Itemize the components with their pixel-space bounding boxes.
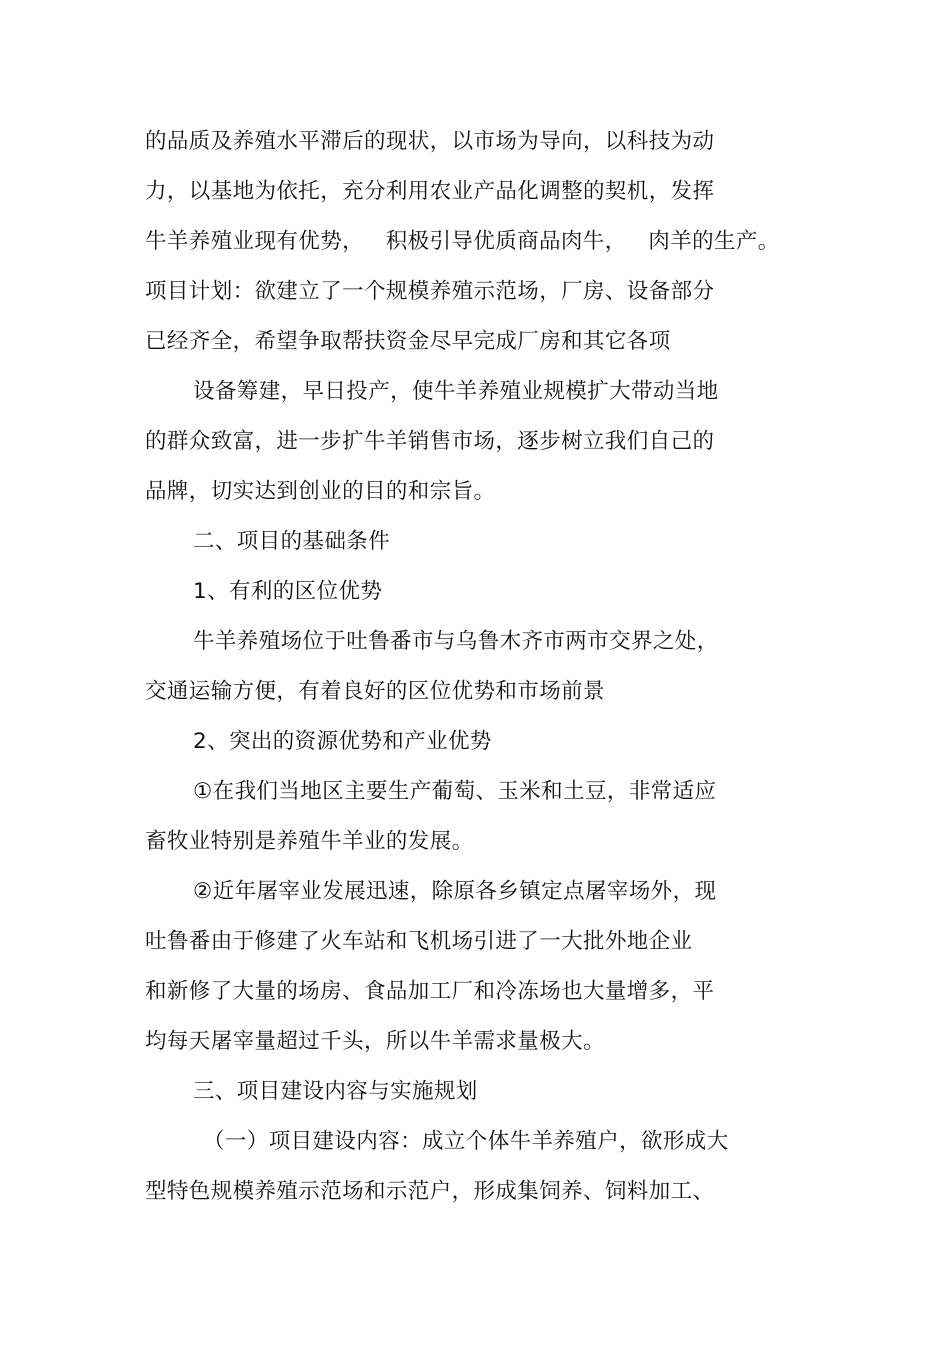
body-text-line: 项目计划：欲建立了一个规模养殖示范场，厂房、设备部分 [145, 279, 715, 304]
body-text-line: （一）项目建设内容：成立个体牛羊养殖户，欲形成大 [203, 1129, 729, 1154]
body-text-line: 已经齐全，希望争取帮扶资金尽早完成厂房和其它各项 [145, 329, 671, 354]
body-text-line: 力，以基地为依托，充分利用农业产品化调整的契机，发挥 [145, 179, 715, 204]
body-text-line: 品牌，切实达到创业的目的和宗旨。 [145, 479, 496, 504]
section-heading: 三、项目建设内容与实施规划 [193, 1079, 478, 1104]
body-text-line: 设备筹建，早日投产，使牛羊养殖业规模扩大带动当地 [193, 379, 719, 404]
body-text-line: 吐鲁番由于修建了火车站和飞机场引进了一大批外地企业 [145, 929, 693, 954]
body-text-line: 和新修了大量的场房、食品加工厂和冷冻场也大量增多，平 [145, 979, 715, 1004]
subsection-heading: 2、突出的资源优势和产业优势 [193, 729, 492, 754]
body-text-line: 交通运输方便，有着良好的区位优势和市场前景 [145, 679, 605, 704]
body-text-line: 牛羊养殖业现有优势， 积极引导优质商品肉牛， 肉羊的生产。 [145, 229, 780, 254]
body-text-line: 的群众致富，进一步扩牛羊销售市场，逐步树立我们自己的 [145, 429, 715, 454]
body-text-line: ②近年屠宰业发展迅速，除原各乡镇定点屠宰场外，现 [193, 879, 717, 904]
body-text-line: ①在我们当地区主要生产葡萄、玉米和土豆，非常适应 [193, 779, 717, 804]
section-heading: 二、项目的基础条件 [193, 529, 391, 554]
body-text-line: 型特色规模养殖示范场和示范户，形成集饲养、饲料加工、 [145, 1179, 715, 1204]
body-text-line: 均每天屠宰量超过千头，所以牛羊需求量极大。 [145, 1029, 605, 1054]
body-text-line: 牛羊养殖场位于吐鲁番市与乌鲁木齐市两市交界之处， [193, 629, 719, 654]
subsection-heading: 1、有利的区位优势 [193, 579, 383, 604]
body-text-line: 畜牧业特别是养殖牛羊业的发展。 [145, 829, 474, 854]
body-text-line: 的品质及养殖水平滞后的现状，以市场为导向，以科技为动 [145, 129, 715, 154]
